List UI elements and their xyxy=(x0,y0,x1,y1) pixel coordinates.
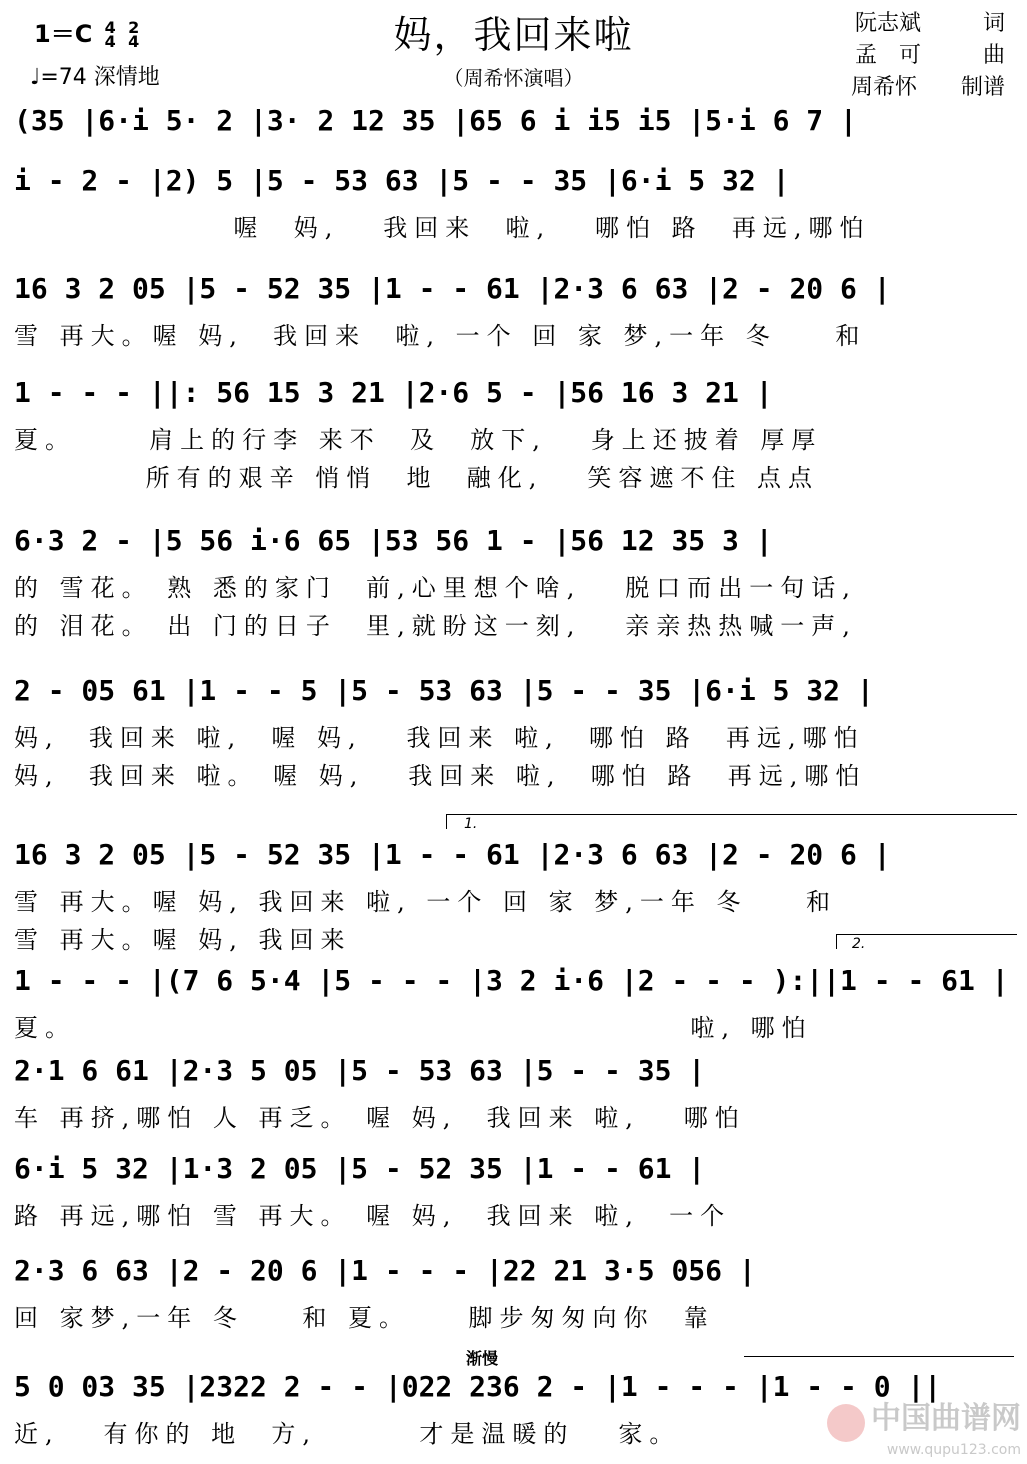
notation-row-1: (35 |6·i 5· 2 |3· 2 12 35 |65 6 i i5 i5 |5·i 6 7 | xyxy=(14,104,857,137)
volta-1-bracket xyxy=(446,814,1017,829)
lyric-row-6-verse-1: 妈, 我回来 啦, 喔 妈, 我回来 啦, 哪怕 路 再远,哪怕 xyxy=(14,724,865,752)
notation-row-3: 16 3 2 05 |5 - 52 35 |1 - - 61 |2·3 6 63 |2 - 20 6 | xyxy=(14,272,891,305)
watermark-logo-icon xyxy=(827,1404,865,1442)
credit-composer: 孟 可 曲 xyxy=(854,43,1005,68)
lyric-row-11-verse-1: 回 家梦,一年 冬 和 夏。 脚步匆匆向你 靠 xyxy=(14,1304,715,1332)
volta-2-label: 2. xyxy=(852,936,866,952)
notation-row-12: 5 0 03 35 |2322 2 - - |022 236 2 - |1 - - - |1 - - 0 || xyxy=(14,1370,942,1403)
notation-row-10: 6·i 5 32 |1·3 2 05 |5 - 52 35 |1 - - 61 | xyxy=(14,1152,706,1185)
lyric-row-5-verse-2: 的 泪花。 出 门的日子 里,就盼这一刻, 亲亲热热喊一声, xyxy=(14,612,857,640)
song-title: 妈，我回来啦 xyxy=(393,13,634,57)
lyric-row-3-verse-1: 雪 再大。喔 妈, 我回来 啦, 一个 回 家 梦,一年 冬 和 xyxy=(14,322,867,350)
credit-lyricist: 阮志斌 词 xyxy=(854,11,1005,36)
notation-row-8: 1 - - - |(7 6 5·4 |5 - - - |3 2 i·6 |2 - - - ):||1 - - 61 | xyxy=(14,964,1009,997)
volta-1-label: 1. xyxy=(464,816,478,832)
tempo-marking: ♩=74 深情地 xyxy=(30,65,160,90)
lyric-row-4-verse-2: 所有的艰辛 悄悄 地 融化, 笑容遮不住 点点 xyxy=(14,464,819,492)
lyric-row-9-verse-1: 车 再挤,哪怕 人 再乏。 喔 妈, 我回来 啦, 哪怕 xyxy=(14,1104,746,1132)
notation-row-7: 16 3 2 05 |5 - 52 35 |1 - - 61 |2·3 6 63 |2 - 20 6 | xyxy=(14,838,891,871)
watermark xyxy=(827,1393,1021,1459)
ritardando-marking: 渐慢 xyxy=(466,1349,499,1368)
song-subtitle: （周希怀演唱） xyxy=(443,66,584,90)
watermark-url: www.qupu123.com xyxy=(886,1442,1021,1458)
final-bracket xyxy=(744,1356,1014,1367)
lyric-row-6-verse-2: 妈, 我回来 啦。 喔 妈, 我回来 啦, 哪怕 路 再远,哪怕 xyxy=(14,762,867,790)
watermark-logo-text: 中国曲谱网 xyxy=(871,1400,1021,1436)
notation-row-4: 1 - - - ||: 56 15 3 21 |2·6 5 - |56 16 3 21 | xyxy=(14,376,773,409)
lyric-row-7-verse-1: 雪 再大。喔 妈, 我回来 啦, 一个 回 家 梦,一年 冬 和 xyxy=(14,888,838,916)
lyric-row-8-verse-1: 夏。 啦, 哪怕 xyxy=(14,1014,813,1042)
time-signature-a: 4 4 xyxy=(104,18,116,51)
lyric-row-2-verse-1: 喔 妈, 我回来 啦, 哪怕 路 再远,哪怕 xyxy=(14,214,871,242)
lyric-row-5-verse-1: 的 雪花。 熟 悉的家门 前,心里想个啥, 脱口而出一句话, xyxy=(14,574,857,602)
key-label: 1＝C xyxy=(34,20,93,48)
credit-transcriber: 周希怀 制谱 xyxy=(850,75,1005,100)
lyric-row-10-verse-1: 路 再远,哪怕 雪 再大。 喔 妈, 我回来 啦, 一个 xyxy=(14,1202,732,1230)
lyric-row-4-verse-1: 夏。 肩上的行李 来不 及 放下, 身上还披着 厚厚 xyxy=(14,426,823,454)
credits xyxy=(851,8,1005,104)
time-signature-b: 2 4 xyxy=(128,18,140,51)
lyric-row-7-verse-2: 雪 再大。喔 妈, 我回来 xyxy=(14,926,352,954)
notation-row-2: i - 2 - |2) 5 |5 - 53 63 |5 - - 35 |6·i 5 32 | xyxy=(14,164,790,197)
notation-row-5: 6·3 2 - |5 56 i·6 65 |53 56 1 - |56 12 35 3 | xyxy=(14,524,773,557)
lyric-row-12-verse-1: 近, 有你的 地 方, 才是温暖的 家。 xyxy=(14,1420,681,1448)
notation-row-11: 2·3 6 63 |2 - 20 6 |1 - - - |22 21 3·5 056 | xyxy=(14,1254,756,1287)
notation-row-6: 2 - 05 61 |1 - - 5 |5 - 53 63 |5 - - 35 |6·i 5 32 | xyxy=(14,674,874,707)
notation-row-9: 2·1 6 61 |2·3 5 05 |5 - 53 63 |5 - - 35 | xyxy=(14,1054,706,1087)
